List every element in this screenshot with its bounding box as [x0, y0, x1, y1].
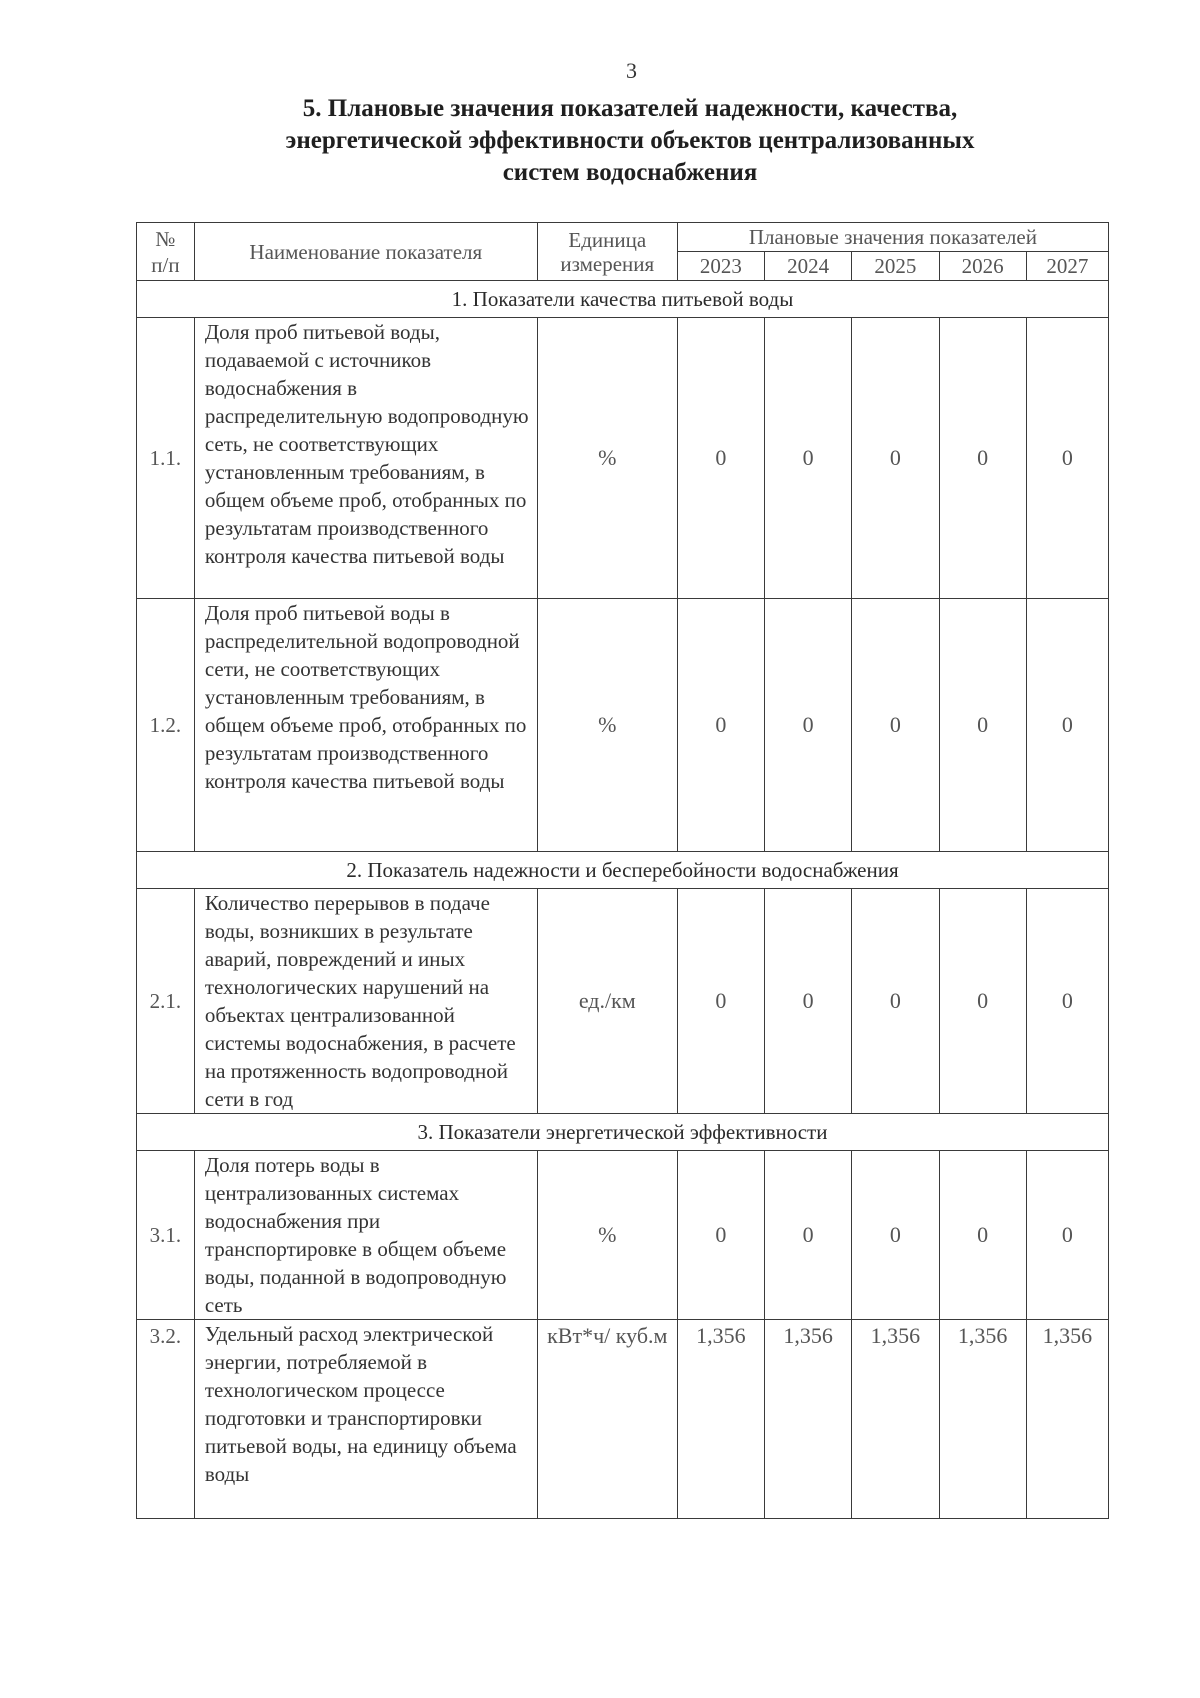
unit-cell: %	[537, 599, 677, 852]
year-header: 2025	[852, 252, 939, 281]
value-cell: 0	[1026, 889, 1108, 1114]
value-cell: 0	[677, 1151, 764, 1320]
unit-header-line1: Единица	[568, 227, 647, 252]
title-line: энергетической эффективности объектов централизованных	[285, 127, 975, 154]
document-title	[180, 93, 1080, 189]
number-header-line1: №	[155, 226, 176, 251]
unit-cell: %	[537, 318, 677, 599]
value-cell: 0	[1026, 599, 1108, 852]
value-cell: 0	[1026, 318, 1108, 599]
value-cell: 1,356	[852, 1320, 939, 1519]
value-cell: 0	[1026, 1151, 1108, 1320]
value-cell: 0	[852, 889, 939, 1114]
value-cell: 0	[677, 599, 764, 852]
table-row	[137, 599, 1109, 852]
indicator-name: Доля проб питьевой воды, подаваемой с источников водоснабжения в распределительную водопроводную сеть, не соответствующих установленным требованиям, в общем объеме проб, отобранных по результатам производственного контроля качества питьевой воды	[194, 318, 537, 599]
unit-cell: ед./км	[537, 889, 677, 1114]
row-number: 1.1.	[137, 318, 195, 599]
value-cell: 0	[939, 318, 1026, 599]
table-row	[137, 318, 1109, 599]
unit-header-line2: измерения	[560, 251, 655, 276]
value-cell: 0	[939, 889, 1026, 1114]
row-number: 3.2.	[137, 1320, 195, 1519]
column-header-name: Наименование показателя	[194, 223, 537, 281]
indicators-table	[136, 222, 1109, 1519]
value-cell: 1,356	[677, 1320, 764, 1519]
value-cell: 0	[765, 599, 852, 852]
row-number: 1.2.	[137, 599, 195, 852]
year-header: 2023	[677, 252, 764, 281]
unit-cell: %	[537, 1151, 677, 1320]
indicator-name: Доля потерь воды в централизованных системах водоснабжения при транспортировке в общем объеме воды, поданной в водопроводную сеть	[194, 1151, 537, 1320]
table-row	[137, 1151, 1109, 1320]
header-row	[137, 223, 1109, 252]
year-header: 2026	[939, 252, 1026, 281]
section-title: 1. Показатели качества питьевой воды	[137, 281, 1109, 318]
title-line: систем водоснабжения	[502, 159, 758, 186]
year-header: 2024	[765, 252, 852, 281]
indicator-name: Количество перерывов в подаче воды, возникших в результате аварий, повреждений и иных технологических нарушений на объектах централизованной системы водоснабжения, в расчете на протяженность водопроводной сети в год	[194, 889, 537, 1114]
column-header-unit	[537, 223, 677, 281]
column-header-planned-values: Плановые значения показателей	[677, 223, 1108, 252]
table-row	[137, 889, 1109, 1114]
value-cell: 0	[939, 599, 1026, 852]
row-number: 2.1.	[137, 889, 195, 1114]
section-header-row	[137, 1114, 1109, 1151]
value-cell: 1,356	[765, 1320, 852, 1519]
title-line: 5. Плановые значения показателей надежности, качества,	[302, 95, 958, 122]
section-header-row	[137, 281, 1109, 318]
page-number: 3	[626, 58, 637, 83]
year-header: 2027	[1026, 252, 1108, 281]
section-title: 3. Показатели энергетической эффективности	[137, 1114, 1109, 1151]
value-cell: 0	[852, 599, 939, 852]
table-row	[137, 1320, 1109, 1519]
section-title: 2. Показатель надежности и бесперебойности водоснабжения	[137, 852, 1109, 889]
value-cell: 0	[852, 1151, 939, 1320]
value-cell: 0	[765, 889, 852, 1114]
value-cell: 0	[939, 1151, 1026, 1320]
value-cell: 0	[765, 318, 852, 599]
value-cell: 1,356	[1026, 1320, 1108, 1519]
row-number: 3.1.	[137, 1151, 195, 1320]
unit-cell: кВт*ч/ куб.м	[537, 1320, 677, 1519]
indicator-name: Доля проб питьевой воды в распределительной водопроводной сети, не соответствующих установленным требованиям, в общем объеме проб, отобранных по результатам производственного контроля качества питьевой воды	[194, 599, 537, 852]
value-cell: 0	[677, 318, 764, 599]
value-cell: 0	[852, 318, 939, 599]
indicator-name: Удельный расход электрической энергии, потребляемой в технологическом процессе подготовки и транспортировки питьевой воды, на единицу объема воды	[194, 1320, 537, 1519]
number-header-line2: п/п	[151, 252, 180, 277]
section-header-row	[137, 852, 1109, 889]
value-cell: 0	[677, 889, 764, 1114]
value-cell: 0	[765, 1151, 852, 1320]
column-header-number	[137, 223, 195, 281]
value-cell: 1,356	[939, 1320, 1026, 1519]
